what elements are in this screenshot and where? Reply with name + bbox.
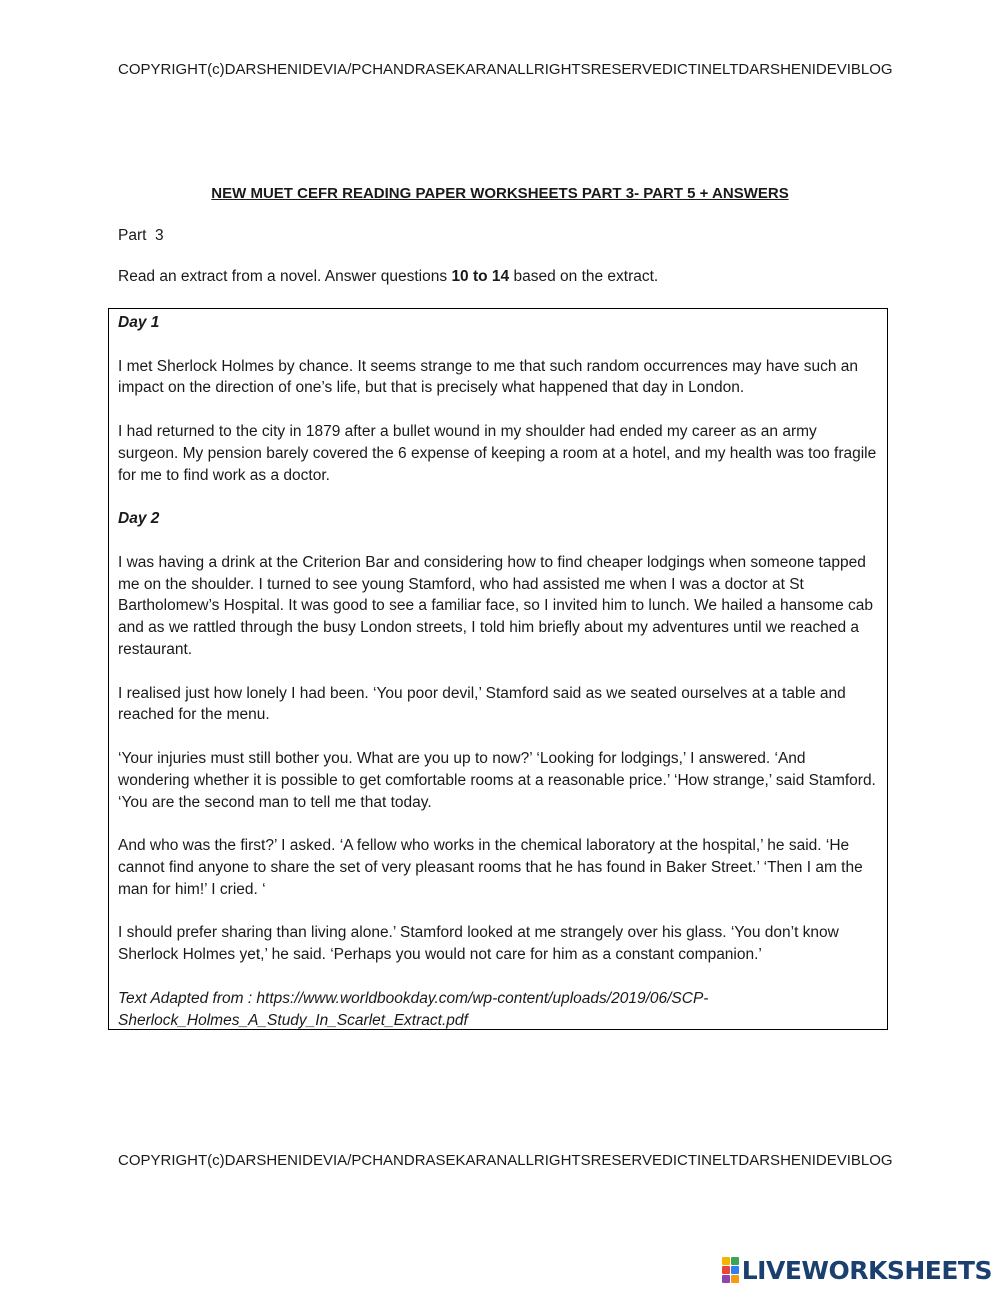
extract-paragraph: I was having a drink at the Criterion Bar and considering how to find cheaper lodgings when someone tapped me on the shoulder. I turned to see young Stamford, who had assisted me when I was a doctor at St Bartholomew’s Hospital. It was good to see a familiar face, so I invited him to lunch. We hailed a hansome cab and as we rattled through the busy London streets, I told him briefly about my adventures until we reached a restaurant.: [118, 553, 874, 658]
day-2-heading: Day 2: [118, 510, 160, 528]
document-title: NEW MUET CEFR READING PAPER WORKSHEETS PART 3- PART 5 + ANSWERS: [211, 185, 789, 202]
logo-square: [722, 1275, 730, 1283]
extract-paragraph: I should prefer sharing than living alone.’ Stamford looked at me strangely over his glass. ‘You don’t know Sherlock Holmes yet,’ he said. ‘Perhaps you would not care for him as a constant companion.’: [118, 924, 839, 964]
liveworksheets-logo-icon: [722, 1257, 739, 1283]
extract-paragraph: I had returned to the city in 1879 after a bullet wound in my shoulder had ended my career as an army surgeon. My pension barely covered the 6 expense of keeping a room at a hotel, and my health was too fragile for me to find work as a doctor.: [118, 422, 877, 484]
header-copyright: COPYRIGHT(c)DARSHENIDEVIA/PCHANDRASEKARANALLRIGHTSRESERVEDICTINELTDARSHENIDEVIBLOG: [118, 61, 893, 78]
extract-box: [108, 308, 888, 1030]
logo-square: [722, 1266, 730, 1274]
logo-square: [731, 1257, 739, 1265]
logo-square: [731, 1275, 739, 1283]
extract-paragraph: ‘Your injuries must still bother you. What are you up to now?’ ‘Looking for lodgings,’ I answered. ‘And wondering whether it is possible to get comfortable rooms at a reasonable price.’ ‘How strange,’ said Stamford. ‘You are the second man to tell me that today.: [118, 749, 876, 811]
extract-paragraph: And who was the first?’ I asked. ‘A fellow who works in the chemical laboratory at the hospital,’ he said. ‘He cannot find anyone to share the set of very pleasant rooms that he has found in Baker Street.’ ‘Then I am the man for him!’ I cried. ‘: [118, 837, 863, 898]
logo-text: LIVEWORKSHEETS: [741, 1255, 992, 1285]
liveworksheets-logo[interactable]: [722, 1256, 992, 1284]
extract-paragraph: I met Sherlock Holmes by chance. It seems strange to me that such random occurrences may have such an impact on the direction of one’s life, but that is precisely what happened that day in London.: [118, 357, 859, 397]
footer-copyright: COPYRIGHT(c)DARSHENIDEVIA/PCHANDRASEKARANALLRIGHTSRESERVEDICTINELTDARSHENIDEVIBLOG: [118, 1152, 893, 1169]
logo-square: [731, 1266, 739, 1274]
part-label: Part 3: [118, 227, 164, 244]
instructions-text-after: based on the extract.: [509, 268, 659, 285]
instructions: [118, 268, 658, 286]
day-1-heading: Day 1: [118, 314, 160, 331]
logo-square: [722, 1257, 730, 1265]
instructions-question-range: 10 to 14: [451, 268, 510, 285]
source-citation: Text Adapted from : https://www.worldbookday.com/wp-content/uploads/2019/06/SCP-Sherlock_Holmes_A_Study_In_Scarlet_Extract.pdf: [118, 989, 709, 1029]
extract-paragraph: I realised just how lonely I had been. ‘You poor devil,’ Stamford said as we seated ourselves at a table and reached for the menu.: [118, 684, 846, 724]
instructions-text-before: Read an extract from a novel. Answer questions: [118, 268, 452, 285]
